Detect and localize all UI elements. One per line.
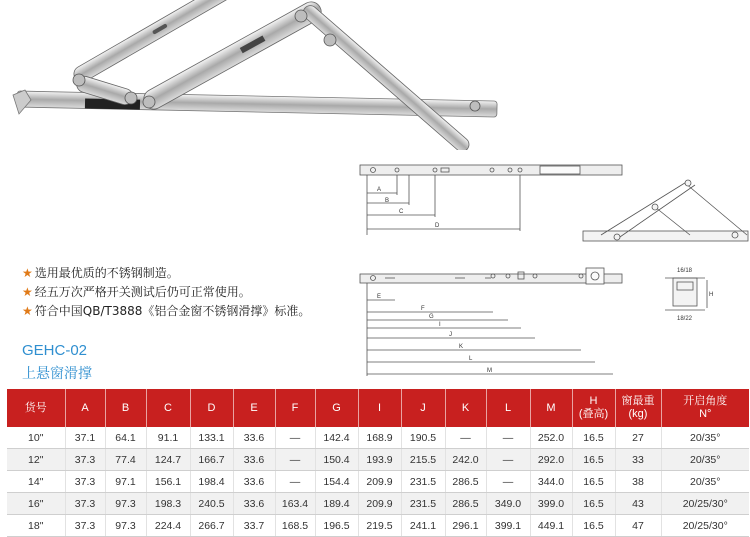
table-header-row [7, 389, 749, 427]
table-cell: 16.5 [572, 493, 615, 515]
table-cell: 168.9 [358, 427, 401, 449]
star-icon: ★ [22, 285, 33, 299]
table-cell: 198.4 [190, 471, 233, 493]
column-header-text: N° [699, 408, 712, 420]
feature-text: 选用最优质的不锈钢制造。 [34, 266, 179, 280]
table-cell: 18" [7, 515, 65, 537]
column-header-text: F [291, 401, 299, 414]
table-cell: 224.4 [146, 515, 190, 537]
table-cell: 240.5 [190, 493, 233, 515]
table-cell: 38 [615, 471, 661, 493]
table-cell: 142.4 [315, 427, 358, 449]
table-cell: — [486, 427, 530, 449]
side-bottom-label: 18/22 [677, 316, 693, 322]
column-header [358, 389, 401, 427]
dim-c-label: C [399, 209, 404, 215]
table-cell: 163.4 [275, 493, 315, 515]
table-cell: 296.1 [445, 515, 486, 537]
table-cell: 292.0 [530, 449, 572, 471]
table-cell: 20/35° [661, 471, 749, 493]
table-cell: 349.0 [486, 493, 530, 515]
table-cell: 20/25/30° [661, 515, 749, 537]
table-cell: 33.6 [233, 493, 275, 515]
spec-table [7, 389, 749, 537]
column-header [105, 389, 146, 427]
table-cell: 242.0 [445, 449, 486, 471]
column-header-text: A [81, 401, 89, 414]
table-cell: 12" [7, 449, 65, 471]
column-header-text: H [589, 395, 598, 407]
column-header [65, 389, 105, 427]
table-cell: 196.5 [315, 515, 358, 537]
dim-f-label: F [421, 306, 425, 312]
table-cell: 97.1 [105, 471, 146, 493]
column-header [401, 389, 445, 427]
table-cell: 43 [615, 493, 661, 515]
dim-k-label: K [459, 344, 464, 350]
column-header-text: (kg) [628, 408, 648, 420]
table-cell: 399.1 [486, 515, 530, 537]
feature-item [22, 264, 310, 283]
top-link [300, 3, 471, 150]
table-cell: 193.9 [358, 449, 401, 471]
side-profile [665, 278, 707, 310]
diagram-bottom [355, 262, 750, 382]
table-cell: — [445, 427, 486, 449]
dim-b-label: B [385, 198, 390, 204]
table-cell: 399.0 [530, 493, 572, 515]
table-cell: 47 [615, 515, 661, 537]
table-cell: 219.5 [358, 515, 401, 537]
column-header [572, 389, 615, 427]
table-cell: — [275, 449, 315, 471]
star-icon: ★ [22, 304, 33, 318]
dim-e-label: E [377, 294, 382, 300]
dim-m-label: M [487, 368, 492, 374]
table-cell: 133.1 [190, 427, 233, 449]
table-cell: 37.3 [65, 493, 105, 515]
table-cell: 154.4 [315, 471, 358, 493]
column-header [661, 389, 749, 427]
table-cell: 241.1 [401, 515, 445, 537]
table-cell: 286.5 [445, 493, 486, 515]
table-cell: — [486, 449, 530, 471]
model-name: 上悬窗滑撑 [22, 366, 92, 382]
table-cell: 209.9 [358, 493, 401, 515]
column-header [146, 389, 190, 427]
table-cell: 27 [615, 427, 661, 449]
table-row [7, 515, 749, 537]
table-cell: 20/25/30° [661, 493, 749, 515]
table-cell: 33.7 [233, 515, 275, 537]
table-cell: 97.3 [105, 515, 146, 537]
table-cell: 449.1 [530, 515, 572, 537]
table-row [7, 427, 749, 449]
table-row [7, 471, 749, 493]
table-cell: — [275, 471, 315, 493]
open-view [583, 180, 748, 241]
table-cell: 10" [7, 427, 65, 449]
table-body [7, 427, 749, 537]
table-cell: 252.0 [530, 427, 572, 449]
table-cell: 77.4 [105, 449, 146, 471]
column-header [190, 389, 233, 427]
column-header [486, 389, 530, 427]
dim-l-label: L [469, 356, 473, 362]
table-cell: 168.5 [275, 515, 315, 537]
column-header-text: C [164, 401, 172, 414]
column-header-text: D [207, 401, 216, 414]
table-cell: 166.7 [190, 449, 233, 471]
table-cell: 33.6 [233, 449, 275, 471]
table-cell: 286.5 [445, 471, 486, 493]
table-cell: 344.0 [530, 471, 572, 493]
table-cell: 16" [7, 493, 65, 515]
column-header-text: 开启角度 [683, 395, 728, 407]
table-cell: 97.3 [105, 493, 146, 515]
table-cell: 16.5 [572, 449, 615, 471]
diagram-top [355, 155, 750, 255]
table-cell: 37.3 [65, 449, 105, 471]
column-header [445, 389, 486, 427]
side-h-label: H [709, 292, 714, 298]
column-header-text: (叠高) [578, 408, 609, 420]
column-header [275, 389, 315, 427]
table-cell: 215.5 [401, 449, 445, 471]
table-cell: 231.5 [401, 493, 445, 515]
column-header [233, 389, 275, 427]
table-cell: 20/35° [661, 449, 749, 471]
column-header-text: K [461, 401, 470, 414]
table-cell: 14" [7, 471, 65, 493]
feature-text: 符合中国QB/T3888《铝合金窗不锈钢滑撑》标准。 [34, 304, 311, 318]
column-header [615, 389, 661, 427]
table-cell: 37.1 [65, 427, 105, 449]
column-header [7, 389, 65, 427]
column-header-text: 货号 [24, 401, 47, 414]
dim-a-label: A [377, 187, 382, 193]
side-top-label: 16/18 [677, 268, 693, 274]
table-cell: 156.1 [146, 471, 190, 493]
table-cell: 37.3 [65, 471, 105, 493]
product-photo [5, 0, 505, 150]
model-number: GEHC-02 [22, 342, 88, 359]
column-header-text: L [504, 401, 512, 414]
table-cell: 16.5 [572, 515, 615, 537]
table-cell: 16.5 [572, 471, 615, 493]
column-header-text: B [121, 401, 130, 414]
dim-d-label: D [435, 223, 440, 229]
feature-text: 经五万次严格开关测试后仍可正常使用。 [34, 285, 251, 299]
table-cell: 16.5 [572, 427, 615, 449]
feature-item [22, 302, 310, 321]
feature-item [22, 283, 310, 302]
column-header-text: G [332, 401, 341, 414]
table-cell: 33.6 [233, 471, 275, 493]
column-header-text: E [250, 401, 258, 414]
table-cell: 189.4 [315, 493, 358, 515]
table-cell: 33.6 [233, 427, 275, 449]
column-header-text: 窗最重 [621, 395, 655, 407]
table-cell: 150.4 [315, 449, 358, 471]
dim-j-label: J [449, 332, 452, 338]
table-cell: 20/35° [661, 427, 749, 449]
table-cell: 209.9 [358, 471, 401, 493]
table-cell: 64.1 [105, 427, 146, 449]
column-header-text: J [420, 401, 426, 414]
table-cell: 33 [615, 449, 661, 471]
table-cell: 37.3 [65, 515, 105, 537]
column-header [530, 389, 572, 427]
star-icon: ★ [22, 266, 33, 280]
dim-i-label: I [439, 322, 441, 328]
table-cell: 266.7 [190, 515, 233, 537]
column-header-text: M [546, 401, 556, 414]
dim-g-label: G [429, 314, 434, 320]
column-header [315, 389, 358, 427]
feature-list [22, 264, 310, 321]
table-cell: — [275, 427, 315, 449]
table-cell: 198.3 [146, 493, 190, 515]
table-cell: 124.7 [146, 449, 190, 471]
table-cell: 190.5 [401, 427, 445, 449]
column-header-text: I [377, 401, 382, 414]
table-cell: 91.1 [146, 427, 190, 449]
table-cell: — [486, 471, 530, 493]
table-row [7, 493, 749, 515]
table-row [7, 449, 749, 471]
table-cell: 231.5 [401, 471, 445, 493]
